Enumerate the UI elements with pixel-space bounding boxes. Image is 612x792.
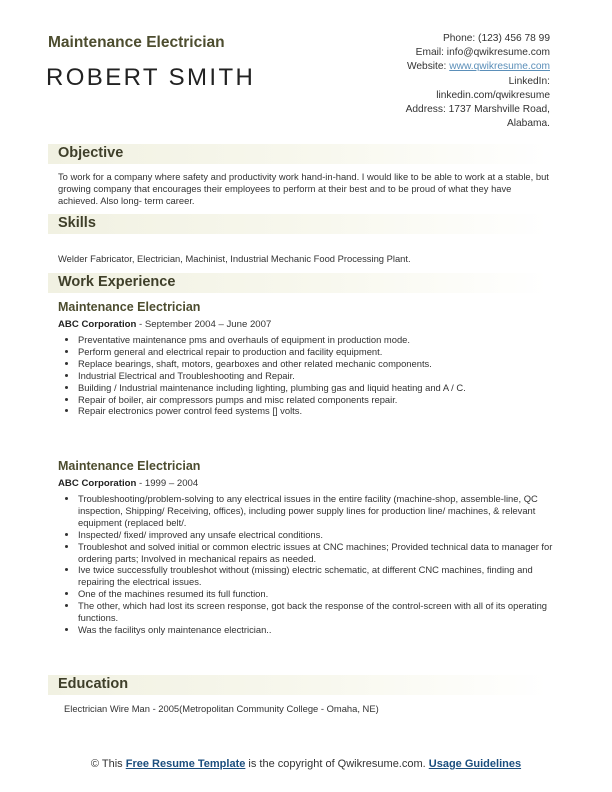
job-2-company: ABC Corporation <box>58 478 137 489</box>
address-line1: Address: 1737 Marshville Road, <box>405 104 550 116</box>
candidate-name: ROBERT SMITH <box>46 64 256 91</box>
work-section-header <box>48 273 548 293</box>
list-item: • Ive twice successfully troubleshot without (missing) electric schematic, at different CNC machines, finding and repairing the electrical issues. <box>78 564 568 588</box>
education-section-header <box>48 675 548 695</box>
job-title: Maintenance Electrician <box>48 34 225 51</box>
list-item: • Preventative maintenance pms and overhauls of equipment in production mode. <box>78 334 568 346</box>
job-2-dates: - 1999 – 2004 <box>136 478 199 489</box>
skills-text: Welder Fabricator, Electrician, Machinist, Industrial Mechanic Food Processing Plant. <box>58 253 411 264</box>
website <box>330 60 550 74</box>
list-item: • Industrial Electrical and Troubleshooting and Repair. <box>78 370 568 382</box>
usage-guidelines-link[interactable]: Usage Guidelines <box>428 758 522 770</box>
resume-header <box>0 0 612 140</box>
job-1-company: ABC Corporation <box>58 319 137 330</box>
contact-block <box>330 32 550 131</box>
list-item: • Was the facilitys only maintenance electrician.. <box>78 624 568 636</box>
job-1-title: Maintenance Electrician <box>58 300 201 314</box>
address-line2: Alabama. <box>506 118 550 130</box>
skills-heading: Skills <box>58 215 96 231</box>
list-item: • Repair of boiler, air compressors pumps and misc related components repair. <box>78 394 568 406</box>
objective-section-header <box>48 144 548 164</box>
footer-prefix: © This <box>90 758 126 770</box>
education-heading: Education <box>58 676 129 692</box>
objective-heading: Objective <box>58 145 124 161</box>
website-label: Website: <box>406 61 447 73</box>
website-link[interactable]: www.qwikresume.com <box>449 61 550 73</box>
skills-section-header <box>48 214 548 234</box>
footer-middle: is the copyright of Qwikresume.com. <box>245 758 429 770</box>
list-item: • Perform general and electrical repair to production and facility equipment. <box>78 346 568 358</box>
list-item: • Inspected/ fixed/ improved any unsafe electrical conditions. <box>78 529 568 541</box>
linkedin-label: LinkedIn: <box>508 75 550 87</box>
job-2-bullets <box>58 493 568 636</box>
list-item: • One of the machines resumed its full function. <box>78 588 568 600</box>
email: Email: info@qwikresume.com <box>415 47 550 59</box>
free-resume-template-link[interactable]: Free Resume Template <box>125 758 246 770</box>
list-item: • Replace bearings, shaft, motors, gearboxes and other related mechanic components. <box>78 358 568 370</box>
objective-text: To work for a company where safety and productivity work hand-in-hand. I would like to be able to work at a stable, but growing company that encourages their employees to perform at their best and to be proud of what they have achieved. Also long- term career. <box>58 171 549 207</box>
linkedin-value: linkedin.com/qwikresume <box>436 89 550 101</box>
phone: Phone: (123) 456 78 99 <box>442 33 550 44</box>
job-2-title: Maintenance Electrician <box>58 459 201 473</box>
list-item: • Troubleshot and solved initial or common electric issues at CNC machines; Provided technical data to manager for ordering parts; Involved in mechanical repairs as needed. <box>78 541 568 565</box>
work-heading: Work Experience <box>58 274 176 290</box>
list-item: • Repair electronics power control feed systems [] volts. <box>78 405 568 417</box>
list-item: • Building / Industrial maintenance including lighting, plumbing gas and liquid heating and A / C. <box>78 382 568 394</box>
list-item: • Troubleshooting/problem-solving to any electrical issues in the entire facility (machine-shop, assemble-line, QC inspection, Shipping/ Receiving, offices), including power supply lines for production line/ machines, & relevant equipment (replaced belt/. <box>78 493 568 529</box>
job-1-company-line <box>58 319 271 330</box>
education-text: Electrician Wire Man - 2005(Metropolitan Community College - Omaha, NE) <box>64 703 379 714</box>
list-item: • The other, which had lost its screen response, got back the response of the control-screen with all of its operating functions. <box>78 600 568 624</box>
job-1-dates: - September 2004 – June 2007 <box>136 319 272 330</box>
footer <box>0 758 612 772</box>
job-2-company-line <box>58 478 198 489</box>
job-1-bullets <box>58 334 568 417</box>
